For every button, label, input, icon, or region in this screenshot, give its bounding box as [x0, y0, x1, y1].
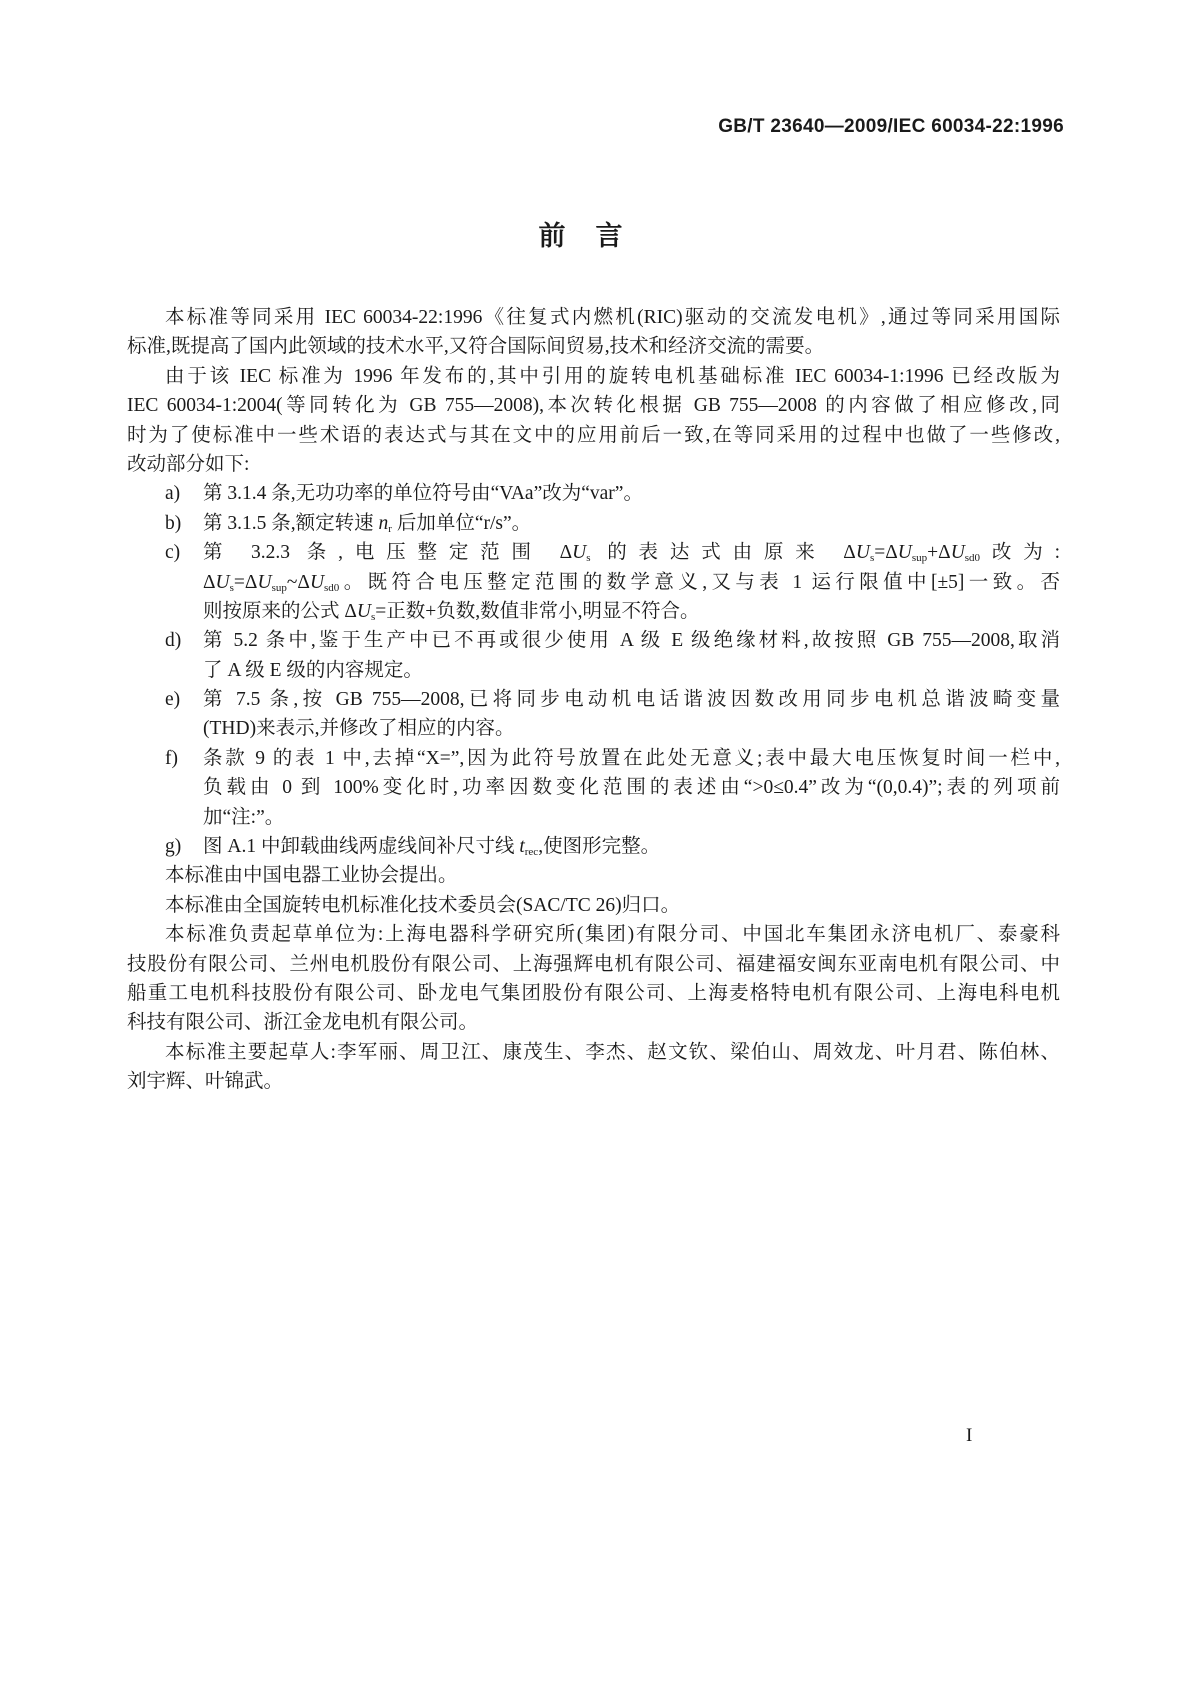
math-subscript: s	[229, 581, 234, 594]
list-marker: a)	[165, 483, 181, 505]
text-run: 第 7.5 条,按 GB 755—2008,已将同步电动机电话谐波因数改用同步电机总谐波畸变量	[203, 689, 1060, 711]
foreword-body	[127, 303, 1060, 1097]
list-item	[127, 744, 1060, 832]
list-item	[127, 832, 1060, 861]
text-line	[127, 509, 1060, 538]
math-symbol	[856, 542, 874, 563]
math-subscript: s	[586, 552, 591, 565]
math-symbol	[357, 601, 375, 622]
text-line	[127, 332, 1060, 361]
text-line	[127, 421, 1060, 450]
text-run: 第 3.1.5 条,额定转速	[203, 512, 379, 534]
math-symbol	[257, 572, 286, 593]
text-line	[127, 626, 1060, 655]
paragraph	[127, 1038, 1060, 1097]
text-line	[127, 391, 1060, 420]
text-line	[127, 832, 1060, 861]
text-run: +Δ	[927, 542, 951, 564]
text-run: 科技有限公司、浙江金龙电机有限公司。	[127, 1012, 479, 1034]
text-run: 刘宇辉、叶锦武。	[127, 1071, 284, 1093]
math-variable: U	[356, 600, 372, 622]
list-item	[127, 685, 1060, 744]
list-marker: b)	[165, 512, 182, 534]
paragraph	[127, 920, 1060, 1038]
text-run: 则按原来的公式 Δ	[203, 600, 357, 622]
text-run: 改动部分如下:	[127, 453, 250, 475]
math-subscript: r	[388, 522, 392, 535]
text-run: 本标准主要起草人:李军丽、周卫江、康茂生、李杰、赵文钦、梁伯山、周效龙、叶月君、陈伯林、	[165, 1041, 1060, 1063]
text-line	[127, 450, 1060, 479]
text-line	[127, 1038, 1060, 1067]
list-item	[127, 626, 1060, 685]
text-run: 图 A.1 中卸载曲线两虚线间补尺寸线	[203, 836, 520, 858]
text-run: (THD)来表示,并修改了相应的内容。	[203, 718, 515, 740]
text-line	[127, 568, 1060, 597]
math-symbol	[572, 542, 590, 563]
text-line	[127, 538, 1060, 567]
text-run: Δ	[203, 571, 216, 593]
text-run: 船重工电机科技股份有限公司、卧龙电气集团股份有限公司、上海麦格特电机有限公司、上海电科电机	[127, 982, 1060, 1004]
text-run: 标准,既提高了国内此领域的技术水平,又符合国际间贸易,技术和经济交流的需要。	[127, 336, 825, 358]
paragraph	[127, 891, 1060, 920]
math-variable: U	[855, 542, 870, 564]
text-line	[127, 479, 1060, 508]
text-run: 本标准由中国电器工业协会提出。	[165, 865, 458, 887]
math-symbol	[519, 836, 538, 857]
text-line	[127, 362, 1060, 391]
text-run: 后加单位“r/s”。	[391, 512, 532, 534]
math-variable: U	[950, 542, 965, 564]
math-symbol	[898, 542, 927, 563]
text-run: 第 3.2.3 条,电压整定范围 Δ	[203, 542, 573, 564]
text-run: ,使图形完整。	[538, 836, 661, 858]
text-line	[127, 773, 1060, 802]
math-variable: t	[519, 836, 525, 858]
text-line	[127, 920, 1060, 949]
math-variable: U	[257, 571, 272, 593]
list-marker: d)	[165, 630, 182, 652]
list-item	[127, 538, 1060, 626]
text-line	[127, 861, 1060, 890]
text-run: 第 5.2 条中,鉴于生产中已不再或很少使用 A 级 E 级绝缘材料,故按照 GB 755—2008,取消	[203, 630, 1060, 652]
text-line	[127, 803, 1060, 832]
standard-number-header: GB/T 23640—2009/IEC 60034-22:1996	[718, 116, 1064, 137]
text-run: 时为了使标准中一些术语的表达式与其在文中的应用前后一致,在等同采用的过程中也做了一些修改,	[127, 424, 1060, 446]
text-line	[127, 1067, 1060, 1096]
text-line	[127, 685, 1060, 714]
math-subscript: sup	[911, 552, 928, 565]
text-run: ~Δ	[286, 571, 310, 593]
math-subscript: rec	[524, 846, 539, 859]
text-run: 负载由 0 到 100%变化时,功率因数变化范围的表述由“>0≤0.4”改为“(0,0.4)”;表的列项前	[203, 777, 1060, 799]
text-run: 加“注:”。	[203, 806, 285, 828]
text-line	[127, 597, 1060, 626]
text-line	[127, 1008, 1060, 1037]
list-marker: e)	[165, 689, 181, 711]
math-subscript: sup	[271, 581, 287, 594]
math-variable: U	[897, 542, 912, 564]
text-line	[127, 303, 1060, 332]
math-symbol	[310, 572, 339, 593]
text-run: 的表达式由原来 Δ	[590, 542, 856, 564]
text-run: 第 3.1.4 条,无功功率的单位符号由“VAa”改为“var”。	[203, 483, 643, 505]
list-marker: g)	[165, 836, 182, 858]
math-subscript: sd0	[324, 581, 340, 594]
text-line	[127, 950, 1060, 979]
text-run: 本标准由全国旋转电机标准化技术委员会(SAC/TC 26)归口。	[165, 894, 681, 916]
text-run: IEC 60034-1:2004(等同转化为 GB 755—2008),本次转化根据 GB 755—2008 的内容做了相应修改,同	[127, 395, 1060, 417]
text-line	[127, 714, 1060, 743]
page-title: 前言	[538, 221, 653, 252]
math-symbol	[216, 572, 234, 593]
paragraph	[127, 362, 1060, 480]
text-line	[127, 891, 1060, 920]
text-run: 技股份有限公司、兰州电机股份有限公司、上海强辉电机有限公司、福建福安闽东亚南电机有限公司、中	[127, 953, 1060, 975]
page-number: I	[966, 1425, 973, 1446]
list-item	[127, 479, 1060, 508]
paragraph	[127, 303, 1060, 362]
math-symbol	[951, 542, 980, 563]
text-line	[127, 656, 1060, 685]
text-run: 了 A 级 E 级的内容规定。	[203, 659, 423, 681]
math-subscript: s	[869, 552, 875, 565]
text-run: 本标准等同采用 IEC 60034-22:1996《往复式内燃机(RIC)驱动的交流发电机》,通过等同采用国际	[165, 307, 1060, 328]
text-run: 条款 9 的表 1 中,去掉“X=”,因为此符号放置在此处无意义;表中最大电压恢复时间一栏中,	[203, 747, 1060, 769]
text-run: =Δ	[874, 542, 898, 564]
math-variable: n	[378, 512, 389, 534]
text-run: 本标准负责起草单位为:上海电器科学研究所(集团)有限分司、中国北车集团永济电机厂、泰豪科	[165, 924, 1060, 946]
paragraph	[127, 861, 1060, 890]
list-item	[127, 509, 1060, 538]
math-variable: U	[215, 571, 230, 593]
math-subscript: sd0	[964, 552, 981, 565]
list-marker: f)	[165, 747, 178, 769]
list-marker: c)	[165, 542, 181, 564]
text-line	[127, 979, 1060, 1008]
math-symbol	[379, 513, 392, 534]
text-line	[127, 744, 1060, 773]
text-run: =正数+负数,数值非常小,明显不符合。	[375, 600, 700, 622]
text-run: =Δ	[233, 571, 258, 593]
math-subscript: s	[371, 610, 376, 623]
text-run: 改为:	[980, 542, 1060, 564]
text-run: 由于该 IEC 标准为 1996 年发布的,其中引用的旋转电机基础标准 IEC 60034-1:1996 已经改版为	[165, 365, 1060, 387]
text-run: 。既符合电压整定范围的数学意义,又与表 1 运行限值中[±5]一致。否	[339, 571, 1060, 593]
math-variable: U	[309, 571, 325, 593]
math-variable: U	[572, 542, 587, 564]
